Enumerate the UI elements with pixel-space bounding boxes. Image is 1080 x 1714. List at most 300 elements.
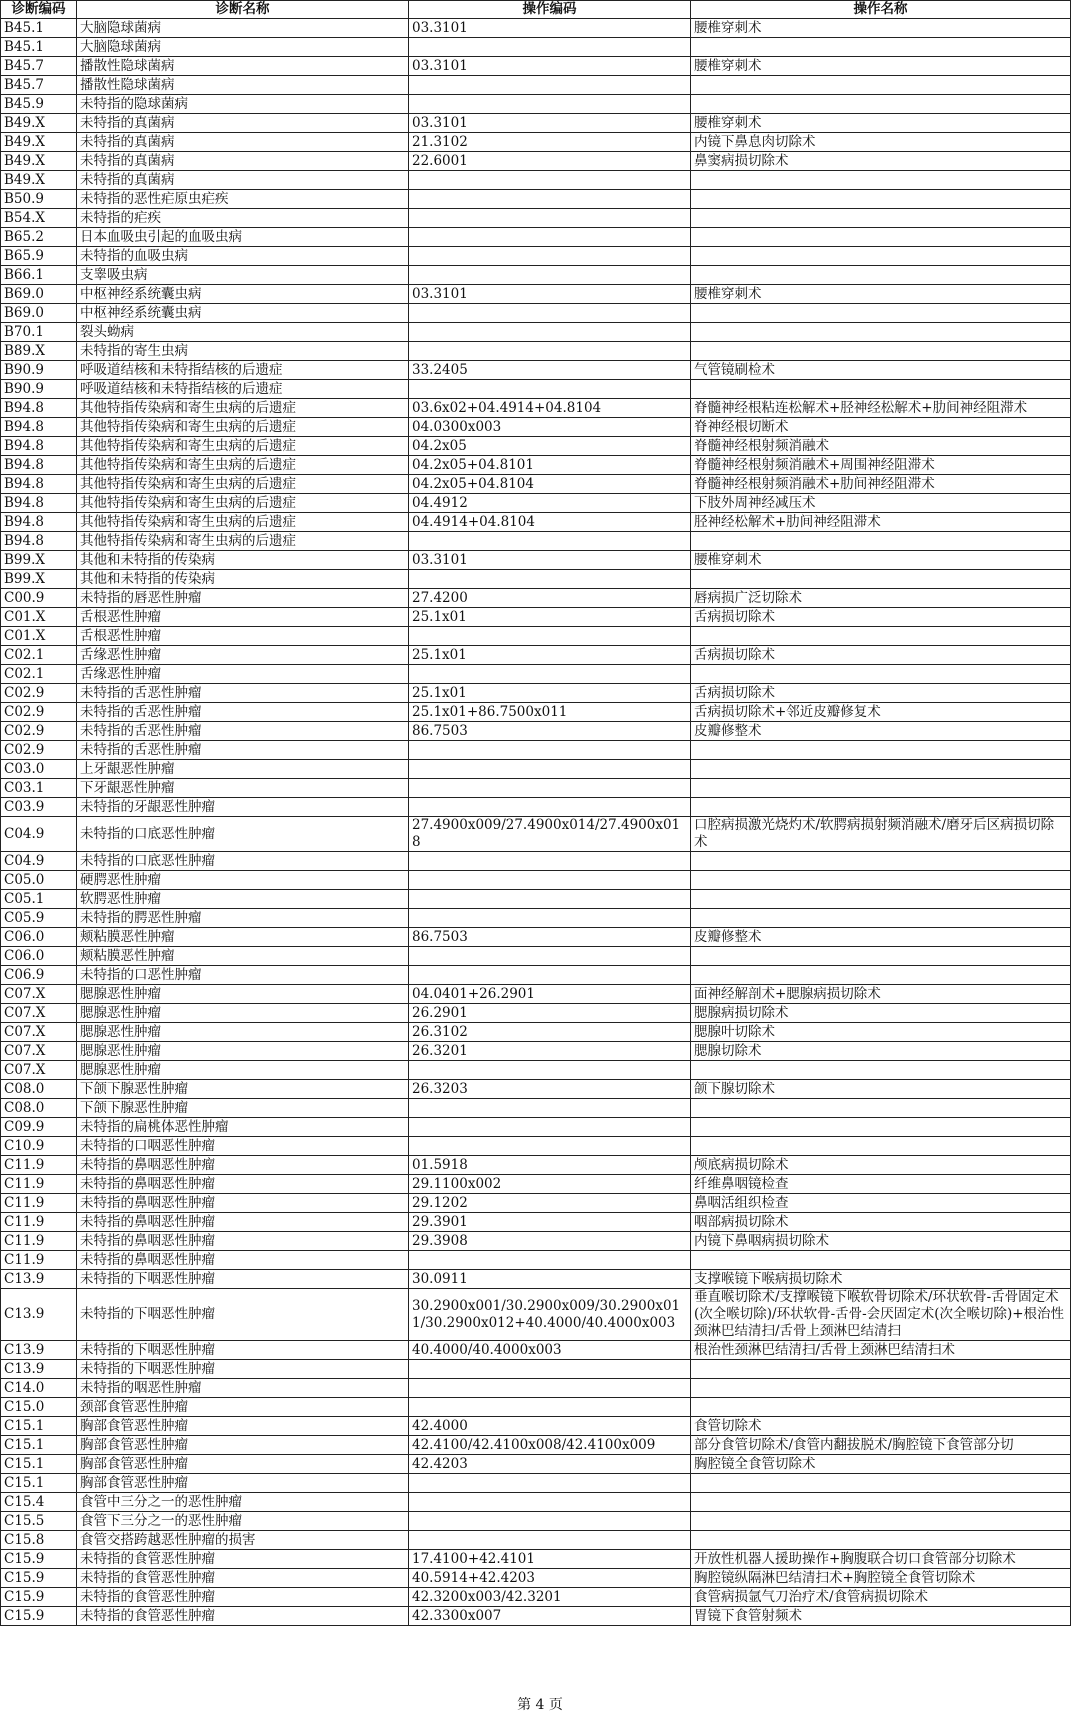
diagnosis-name-cell: 未特指的下咽恶性肿瘤 [77,1341,409,1360]
operation-code-cell [409,76,691,95]
operation-code-cell: 42.4203 [409,1455,691,1474]
diagnosis-name-cell: 未特指的下咽恶性肿瘤 [77,1360,409,1379]
operation-name-cell [691,1137,1071,1156]
operation-name-cell: 垂直喉切除术/支撑喉镜下喉软骨切除术/环状软骨-舌骨固定术(次全喉切除)/环状软骨-舌骨-会厌固定术(次全喉切除)+根治性颈淋巴结清扫/舌骨上颈淋巴结清扫 [691,1289,1071,1341]
diagnosis-code-cell: B45.9 [1,95,77,114]
diagnosis-code-cell: B49.X [1,152,77,171]
table-row [1,380,1071,399]
operation-name-cell [691,228,1071,247]
operation-name-cell [691,760,1071,779]
table-row [1,1194,1071,1213]
table-row [1,19,1071,38]
diagnosis-code-cell: C13.9 [1,1270,77,1289]
diagnosis-name-cell: 颊粘膜恶性肿瘤 [77,928,409,947]
diagnosis-code-cell: B94.8 [1,456,77,475]
diagnosis-code-cell: C10.9 [1,1137,77,1156]
diagnosis-name-cell: 未特指的口恶性肿瘤 [77,966,409,985]
diagnosis-code-cell: C02.1 [1,646,77,665]
operation-code-cell [409,760,691,779]
operation-name-cell [691,1379,1071,1398]
diagnosis-name-cell: 舌根恶性肿瘤 [77,608,409,627]
operation-code-cell: 04.2x05+04.8104 [409,475,691,494]
operation-name-cell [691,1118,1071,1137]
operation-name-cell [691,1398,1071,1417]
table-row [1,928,1071,947]
diagnosis-code-cell: C15.1 [1,1436,77,1455]
diagnosis-name-cell: 其他和未特指的传染病 [77,570,409,589]
operation-code-cell: 03.3101 [409,57,691,76]
operation-name-cell [691,247,1071,266]
table-row [1,627,1071,646]
diagnosis-name-cell: 呼吸道结核和未特指结核的后遗症 [77,380,409,399]
header-operation-code: 操作编码 [409,1,691,19]
table-row [1,684,1071,703]
diagnosis-name-cell: 未特指的真菌病 [77,133,409,152]
diagnosis-name-cell: 其他和未特指的传染病 [77,551,409,570]
diagnosis-name-cell: 裂头蚴病 [77,323,409,342]
diagnosis-name-cell: 食管下三分之一的恶性肿瘤 [77,1512,409,1531]
diagnosis-name-cell: 未特指的舌恶性肿瘤 [77,684,409,703]
diagnosis-name-cell: 其他特指传染病和寄生虫病的后遗症 [77,399,409,418]
diagnosis-code-cell: C15.1 [1,1417,77,1436]
diagnosis-code-cell: B94.8 [1,418,77,437]
operation-code-cell: 30.0911 [409,1270,691,1289]
operation-code-cell [409,38,691,57]
table-row [1,741,1071,760]
operation-code-cell: 04.0300x003 [409,418,691,437]
operation-name-cell: 脊髓神经根粘连松解术+胫神经松解术+肋间神经阻滞术 [691,399,1071,418]
operation-name-cell [691,798,1071,817]
diagnosis-code-cell: C01.X [1,627,77,646]
operation-name-cell: 部分食管切除术/食管内翻拔脱术/胸腔镜下食管部分切 [691,1436,1071,1455]
diagnosis-name-cell: 腮腺恶性肿瘤 [77,985,409,1004]
diagnosis-name-cell: 下颌下腺恶性肿瘤 [77,1099,409,1118]
table-row [1,1493,1071,1512]
diagnosis-code-cell: C03.1 [1,779,77,798]
operation-code-cell [409,741,691,760]
diagnosis-code-cell: B45.1 [1,38,77,57]
operation-code-cell: 27.4200 [409,589,691,608]
operation-name-cell [691,171,1071,190]
diagnosis-code-cell: C11.9 [1,1175,77,1194]
diagnosis-code-cell: C15.4 [1,1493,77,1512]
operation-code-cell [409,304,691,323]
diagnosis-name-cell: 未特指的牙龈恶性肿瘤 [77,798,409,817]
table-row [1,570,1071,589]
table-row [1,909,1071,928]
diagnosis-name-cell: 未特指的咽恶性肿瘤 [77,1379,409,1398]
header-diagnosis-name: 诊断名称 [77,1,409,19]
table-body [1,19,1071,1626]
operation-name-cell [691,1531,1071,1550]
diagnosis-name-cell: 其他特指传染病和寄生虫病的后遗症 [77,418,409,437]
diagnosis-code-cell: C07.X [1,1042,77,1061]
operation-code-cell [409,266,691,285]
diagnosis-name-cell: 胸部食管恶性肿瘤 [77,1417,409,1436]
table-row [1,1270,1071,1289]
diagnosis-name-cell: 其他特指传染病和寄生虫病的后遗症 [77,456,409,475]
operation-name-cell: 舌病损切除术 [691,646,1071,665]
table-row [1,209,1071,228]
diagnosis-code-cell: C13.9 [1,1341,77,1360]
operation-name-cell [691,1061,1071,1080]
diagnosis-name-cell: 播散性隐球菌病 [77,57,409,76]
table-row [1,133,1071,152]
operation-code-cell: 42.3300x007 [409,1607,691,1626]
diagnosis-name-cell: 未特指的真菌病 [77,152,409,171]
diagnosis-name-cell: 胸部食管恶性肿瘤 [77,1455,409,1474]
operation-name-cell: 内镜下鼻息肉切除术 [691,133,1071,152]
table-row [1,1137,1071,1156]
table-row [1,1569,1071,1588]
diagnosis-name-cell: 胸部食管恶性肿瘤 [77,1436,409,1455]
operation-name-cell: 胸腔镜全食管切除术 [691,1455,1071,1474]
table-row [1,947,1071,966]
diagnosis-code-cell: C01.X [1,608,77,627]
operation-code-cell: 25.1x01 [409,646,691,665]
operation-name-cell [691,1251,1071,1270]
diagnosis-name-cell: 日本血吸虫引起的血吸虫病 [77,228,409,247]
operation-name-cell [691,304,1071,323]
operation-name-cell [691,627,1071,646]
table-row [1,285,1071,304]
table-row [1,1232,1071,1251]
table-row [1,985,1071,1004]
table-row [1,665,1071,684]
diagnosis-code-cell: B66.1 [1,266,77,285]
operation-code-cell: 25.1x01+86.7500x011 [409,703,691,722]
operation-code-cell: 30.2900x001/30.2900x009/30.2900x011/30.2900x012+40.4000/40.4000x003 [409,1289,691,1341]
operation-code-cell [409,95,691,114]
diagnosis-code-cell: C11.9 [1,1213,77,1232]
operation-code-cell [409,1137,691,1156]
diagnosis-name-cell: 中枢神经系统囊虫病 [77,304,409,323]
diagnosis-name-cell: 中枢神经系统囊虫病 [77,285,409,304]
operation-code-cell: 25.1x01 [409,608,691,627]
table-row [1,1213,1071,1232]
operation-code-cell [409,1474,691,1493]
diagnosis-name-cell: 未特指的隐球菌病 [77,95,409,114]
diagnosis-name-cell: 上牙龈恶性肿瘤 [77,760,409,779]
operation-code-cell [409,1379,691,1398]
operation-name-cell: 脊髓神经根射频消融术+肋间神经阻滞术 [691,475,1071,494]
table-row [1,1455,1071,1474]
table-row [1,551,1071,570]
diagnosis-name-cell: 未特指的食管恶性肿瘤 [77,1569,409,1588]
diagnosis-code-cell: C11.9 [1,1232,77,1251]
table-row [1,1550,1071,1569]
operation-code-cell [409,1061,691,1080]
table-row [1,266,1071,285]
operation-code-cell [409,1360,691,1379]
operation-code-cell [409,1493,691,1512]
table-row [1,1379,1071,1398]
diagnosis-code-cell: C08.0 [1,1080,77,1099]
table-row [1,1398,1071,1417]
operation-code-cell: 04.4914+04.8104 [409,513,691,532]
diagnosis-name-cell: 未特指的扁桃体恶性肿瘤 [77,1118,409,1137]
table-row [1,190,1071,209]
diagnosis-code-cell: B49.X [1,133,77,152]
diagnosis-name-cell: 硬腭恶性肿瘤 [77,871,409,890]
operation-name-cell: 食管切除术 [691,1417,1071,1436]
table-row [1,38,1071,57]
diagnosis-code-cell: B94.8 [1,399,77,418]
operation-code-cell [409,665,691,684]
diagnosis-name-cell: 食管中三分之一的恶性肿瘤 [77,1493,409,1512]
operation-code-cell [409,627,691,646]
diagnosis-name-cell: 未特指的鼻咽恶性肿瘤 [77,1213,409,1232]
diagnosis-name-cell: 未特指的下咽恶性肿瘤 [77,1289,409,1341]
diagnosis-code-cell: C11.9 [1,1251,77,1270]
diagnosis-code-cell: B65.2 [1,228,77,247]
diagnosis-code-cell: C02.9 [1,722,77,741]
operation-code-cell: 29.3908 [409,1232,691,1251]
diagnosis-name-cell: 颈部食管恶性肿瘤 [77,1398,409,1417]
table-row [1,1080,1071,1099]
diagnosis-name-cell: 其他特指传染病和寄生虫病的后遗症 [77,475,409,494]
diagnosis-name-cell: 支睾吸虫病 [77,266,409,285]
operation-code-cell: 26.3201 [409,1042,691,1061]
diagnosis-name-cell: 其他特指传染病和寄生虫病的后遗症 [77,494,409,513]
diagnosis-name-cell: 未特指的口咽恶性肿瘤 [77,1137,409,1156]
diagnosis-code-cell: B94.8 [1,513,77,532]
operation-code-cell: 86.7503 [409,928,691,947]
diagnosis-name-cell: 软腭恶性肿瘤 [77,890,409,909]
diagnosis-code-cell: C15.9 [1,1588,77,1607]
table-row [1,456,1071,475]
operation-code-cell [409,532,691,551]
diagnosis-code-cell: B90.9 [1,361,77,380]
operation-code-cell: 29.1100x002 [409,1175,691,1194]
table-row [1,1289,1071,1341]
operation-code-cell [409,871,691,890]
operation-name-cell: 咽部病损切除术 [691,1213,1071,1232]
operation-name-cell [691,1360,1071,1379]
diagnosis-code-cell: B45.7 [1,76,77,95]
table-row [1,871,1071,890]
table-row [1,1099,1071,1118]
operation-code-cell: 03.3101 [409,551,691,570]
operation-code-cell [409,190,691,209]
operation-name-cell [691,1099,1071,1118]
table-row [1,228,1071,247]
operation-name-cell [691,890,1071,909]
diagnosis-name-cell: 未特指的食管恶性肿瘤 [77,1550,409,1569]
table-row [1,171,1071,190]
table-row [1,399,1071,418]
operation-name-cell: 皮瓣修整术 [691,928,1071,947]
table-row [1,247,1071,266]
diagnosis-name-cell: 未特指的食管恶性肿瘤 [77,1607,409,1626]
diagnosis-name-cell: 食管交搭跨越恶性肿瘤的损害 [77,1531,409,1550]
operation-code-cell [409,947,691,966]
table-row [1,1061,1071,1080]
operation-code-cell: 27.4900x009/27.4900x014/27.4900x018 [409,817,691,852]
table-row [1,1607,1071,1626]
operation-name-cell: 气管镜刷检术 [691,361,1071,380]
diagnosis-code-cell: C15.9 [1,1550,77,1569]
operation-code-cell [409,909,691,928]
diagnosis-name-cell: 未特指的真菌病 [77,171,409,190]
operation-name-cell [691,76,1071,95]
diagnosis-code-cell: C15.0 [1,1398,77,1417]
operation-name-cell: 腰椎穿刺术 [691,551,1071,570]
operation-code-cell [409,209,691,228]
operation-name-cell [691,209,1071,228]
diagnosis-code-cell: C06.0 [1,947,77,966]
operation-name-cell: 颌下腺切除术 [691,1080,1071,1099]
operation-code-cell [409,966,691,985]
diagnosis-code-cell: C02.9 [1,703,77,722]
operation-name-cell: 颅底病损切除术 [691,1156,1071,1175]
diagnosis-code-cell: C07.X [1,1023,77,1042]
diagnosis-name-cell: 未特指的唇恶性肿瘤 [77,589,409,608]
diagnosis-code-cell: C00.9 [1,589,77,608]
table-row [1,890,1071,909]
diagnosis-code-cell: B69.0 [1,285,77,304]
diagnosis-code-cell: C11.9 [1,1156,77,1175]
diagnosis-code-cell: B49.X [1,114,77,133]
diagnosis-code-cell: C04.9 [1,817,77,852]
diagnosis-name-cell: 其他特指传染病和寄生虫病的后遗症 [77,513,409,532]
operation-code-cell [409,1512,691,1531]
table-row [1,475,1071,494]
table-row [1,513,1071,532]
operation-code-cell [409,1099,691,1118]
table-row [1,608,1071,627]
operation-name-cell: 唇病损广泛切除术 [691,589,1071,608]
operation-name-cell: 舌病损切除术+邻近皮瓣修复术 [691,703,1071,722]
diagnosis-name-cell: 其他特指传染病和寄生虫病的后遗症 [77,532,409,551]
diagnosis-code-cell: B94.8 [1,437,77,456]
diagnosis-code-cell: C05.0 [1,871,77,890]
diagnosis-code-cell: B65.9 [1,247,77,266]
diagnosis-code-cell: B45.1 [1,19,77,38]
table-row [1,1156,1071,1175]
operation-code-cell [409,171,691,190]
diagnosis-code-cell: C07.X [1,985,77,1004]
operation-code-cell [409,1531,691,1550]
operation-code-cell [409,1118,691,1137]
operation-code-cell: 33.2405 [409,361,691,380]
diagnosis-name-cell: 未特指的鼻咽恶性肿瘤 [77,1232,409,1251]
diagnosis-code-cell: C02.9 [1,741,77,760]
operation-code-cell [409,1398,691,1417]
operation-name-cell [691,95,1071,114]
operation-name-cell: 根治性颈淋巴结清扫/舌骨上颈淋巴结清扫术 [691,1341,1071,1360]
diagnosis-name-cell: 呼吸道结核和未特指结核的后遗症 [77,361,409,380]
diagnosis-code-cell: C03.9 [1,798,77,817]
operation-name-cell: 面神经解剖术+腮腺病损切除术 [691,985,1071,1004]
operation-code-cell [409,228,691,247]
table-row [1,966,1071,985]
diagnosis-name-cell: 未特指的真菌病 [77,114,409,133]
operation-name-cell: 下肢外周神经减压术 [691,494,1071,513]
operation-code-cell: 26.2901 [409,1004,691,1023]
table-row [1,722,1071,741]
operation-code-cell [409,247,691,266]
operation-name-cell [691,1493,1071,1512]
operation-name-cell: 内镜下鼻咽病损切除术 [691,1232,1071,1251]
operation-code-cell: 25.1x01 [409,684,691,703]
operation-name-cell [691,380,1071,399]
operation-name-cell [691,570,1071,589]
operation-name-cell: 食管病损氩气刀治疗术/食管病损切除术 [691,1588,1071,1607]
diagnosis-code-cell: C02.9 [1,684,77,703]
diagnosis-name-cell: 舌缘恶性肿瘤 [77,646,409,665]
operation-name-cell: 腰椎穿刺术 [691,57,1071,76]
table-row [1,798,1071,817]
operation-code-cell: 17.4100+42.4101 [409,1550,691,1569]
diagnosis-name-cell: 未特指的鼻咽恶性肿瘤 [77,1156,409,1175]
operation-code-cell: 04.2x05 [409,437,691,456]
operation-name-cell: 脊神经根切断术 [691,418,1071,437]
table-row [1,114,1071,133]
operation-name-cell: 舌病损切除术 [691,684,1071,703]
diagnosis-code-cell: C06.9 [1,966,77,985]
operation-name-cell: 腰椎穿刺术 [691,114,1071,133]
operation-name-cell [691,852,1071,871]
operation-name-cell: 腮腺叶切除术 [691,1023,1071,1042]
operation-name-cell: 腮腺切除术 [691,1042,1071,1061]
operation-code-cell: 03.3101 [409,114,691,133]
diagnosis-name-cell: 腮腺恶性肿瘤 [77,1023,409,1042]
operation-name-cell [691,741,1071,760]
operation-code-cell: 03.6x02+04.4914+04.8104 [409,399,691,418]
diagnosis-name-cell: 未特指的寄生虫病 [77,342,409,361]
diagnosis-name-cell: 舌缘恶性肿瘤 [77,665,409,684]
diagnosis-code-cell: C15.9 [1,1607,77,1626]
operation-code-cell: 04.4912 [409,494,691,513]
table-row [1,1588,1071,1607]
diagnosis-code-cell: B94.8 [1,532,77,551]
operation-code-cell: 42.3200x003/42.3201 [409,1588,691,1607]
operation-name-cell [691,1474,1071,1493]
diagnosis-code-cell: B50.9 [1,190,77,209]
operation-name-cell: 舌病损切除术 [691,608,1071,627]
operation-code-cell: 04.2x05+04.8101 [409,456,691,475]
diagnosis-name-cell: 腮腺恶性肿瘤 [77,1004,409,1023]
table-row [1,589,1071,608]
diagnosis-name-cell: 腮腺恶性肿瘤 [77,1061,409,1080]
diagnosis-code-cell: C08.0 [1,1099,77,1118]
diagnosis-name-cell: 未特指的腭恶性肿瘤 [77,909,409,928]
diagnosis-name-cell: 下牙龈恶性肿瘤 [77,779,409,798]
operation-code-cell [409,798,691,817]
diagnosis-name-cell: 颊粘膜恶性肿瘤 [77,947,409,966]
diagnosis-code-cell: B94.8 [1,475,77,494]
operation-code-cell: 42.4000 [409,1417,691,1436]
operation-name-cell [691,1512,1071,1531]
operation-name-cell: 支撑喉镜下喉病损切除术 [691,1270,1071,1289]
table-row [1,703,1071,722]
diagnosis-code-cell: C14.0 [1,1379,77,1398]
diagnosis-name-cell: 未特指的鼻咽恶性肿瘤 [77,1194,409,1213]
operation-name-cell [691,871,1071,890]
table-row [1,532,1071,551]
diagnosis-code-cell: B94.8 [1,494,77,513]
diagnosis-code-cell: B49.X [1,171,77,190]
table-row [1,1417,1071,1436]
table-row [1,1512,1071,1531]
table-row [1,1042,1071,1061]
operation-code-cell [409,852,691,871]
operation-name-cell: 腰椎穿刺术 [691,19,1071,38]
operation-name-cell: 脊髓神经根射频消融术 [691,437,1071,456]
operation-name-cell [691,532,1071,551]
diagnosis-code-cell: B99.X [1,551,77,570]
